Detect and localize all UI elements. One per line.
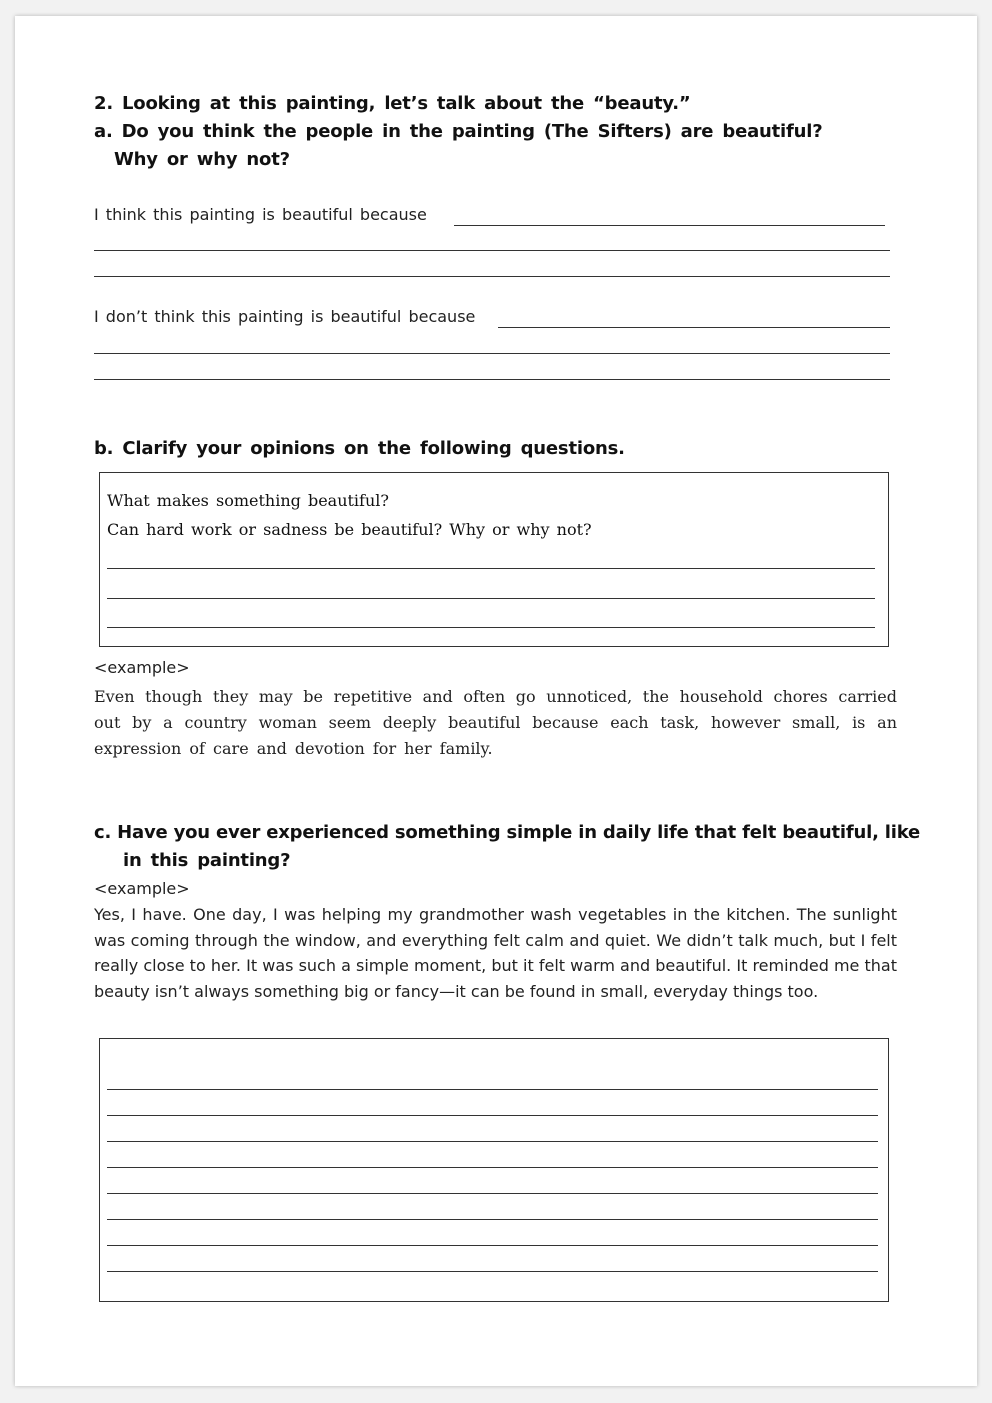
experience-line-2[interactable] <box>107 1115 878 1116</box>
opinion-box <box>99 472 889 647</box>
answer-line-no-3[interactable] <box>94 379 890 380</box>
section-heading: 2. Looking at this painting, let’s talk about the “beauty.” <box>94 93 691 114</box>
example-text-b: Even though they may be repetitive and often go unnoticed, the household chores carried out by a country woman seem deeply beautiful because each task, however small, is an expression of care and devotion for her family. <box>94 687 897 758</box>
question-c-line2: in this painting? <box>123 850 291 871</box>
answer-line-yes-3[interactable] <box>94 276 890 277</box>
example-label-b: <example> <box>94 658 190 677</box>
experience-answer-box <box>99 1038 889 1302</box>
question-a-line2: Why or why not? <box>114 149 290 170</box>
experience-line-8[interactable] <box>107 1271 878 1272</box>
worksheet-page <box>15 16 977 1386</box>
experience-line-6[interactable] <box>107 1219 878 1220</box>
box-answer-line-2[interactable] <box>107 598 875 599</box>
question-b: b. Clarify your opinions on the following questions. <box>94 438 625 459</box>
box-answer-line-1[interactable] <box>107 568 875 569</box>
prompt-not-beautiful: I don’t think this painting is beautiful because <box>94 307 476 326</box>
answer-line-yes-2[interactable] <box>94 250 890 251</box>
answer-line-no-1[interactable] <box>498 327 890 328</box>
answer-line-no-2[interactable] <box>94 353 890 354</box>
experience-line-1[interactable] <box>107 1089 878 1090</box>
answer-line-yes-1[interactable] <box>454 225 885 226</box>
experience-line-3[interactable] <box>107 1141 878 1142</box>
question-c-line1 <box>94 822 921 843</box>
question-a-line1: a. Do you think the people in the painting (The Sifters) are beautiful? <box>94 121 823 142</box>
experience-line-5[interactable] <box>107 1193 878 1194</box>
box-question-2: Can hard work or sadness be beautiful? Why or why not? <box>107 520 592 539</box>
prompt-beautiful: I think this painting is beautiful because <box>94 205 427 224</box>
example-label-c: <example> <box>94 879 190 898</box>
experience-line-7[interactable] <box>107 1245 878 1246</box>
box-answer-line-3[interactable] <box>107 627 875 628</box>
experience-line-4[interactable] <box>107 1167 878 1168</box>
box-question-1: What makes something beautiful? <box>107 491 389 510</box>
example-text-c: Yes, I have. One day, I was helping my grandmother wash vegetables in the kitchen. The sunlight was coming through the window, and everything felt calm and quiet. We didn’t talk much, but I felt really close to her. It was such a simple moment, but it felt warm and beautiful. It reminded me that beauty isn’t always something big or fancy—it can be found in small, everyday things too. <box>94 905 897 1001</box>
question-c-line1-text: c. Have you ever experienced something simple in daily life that felt beautiful, like <box>94 822 921 843</box>
